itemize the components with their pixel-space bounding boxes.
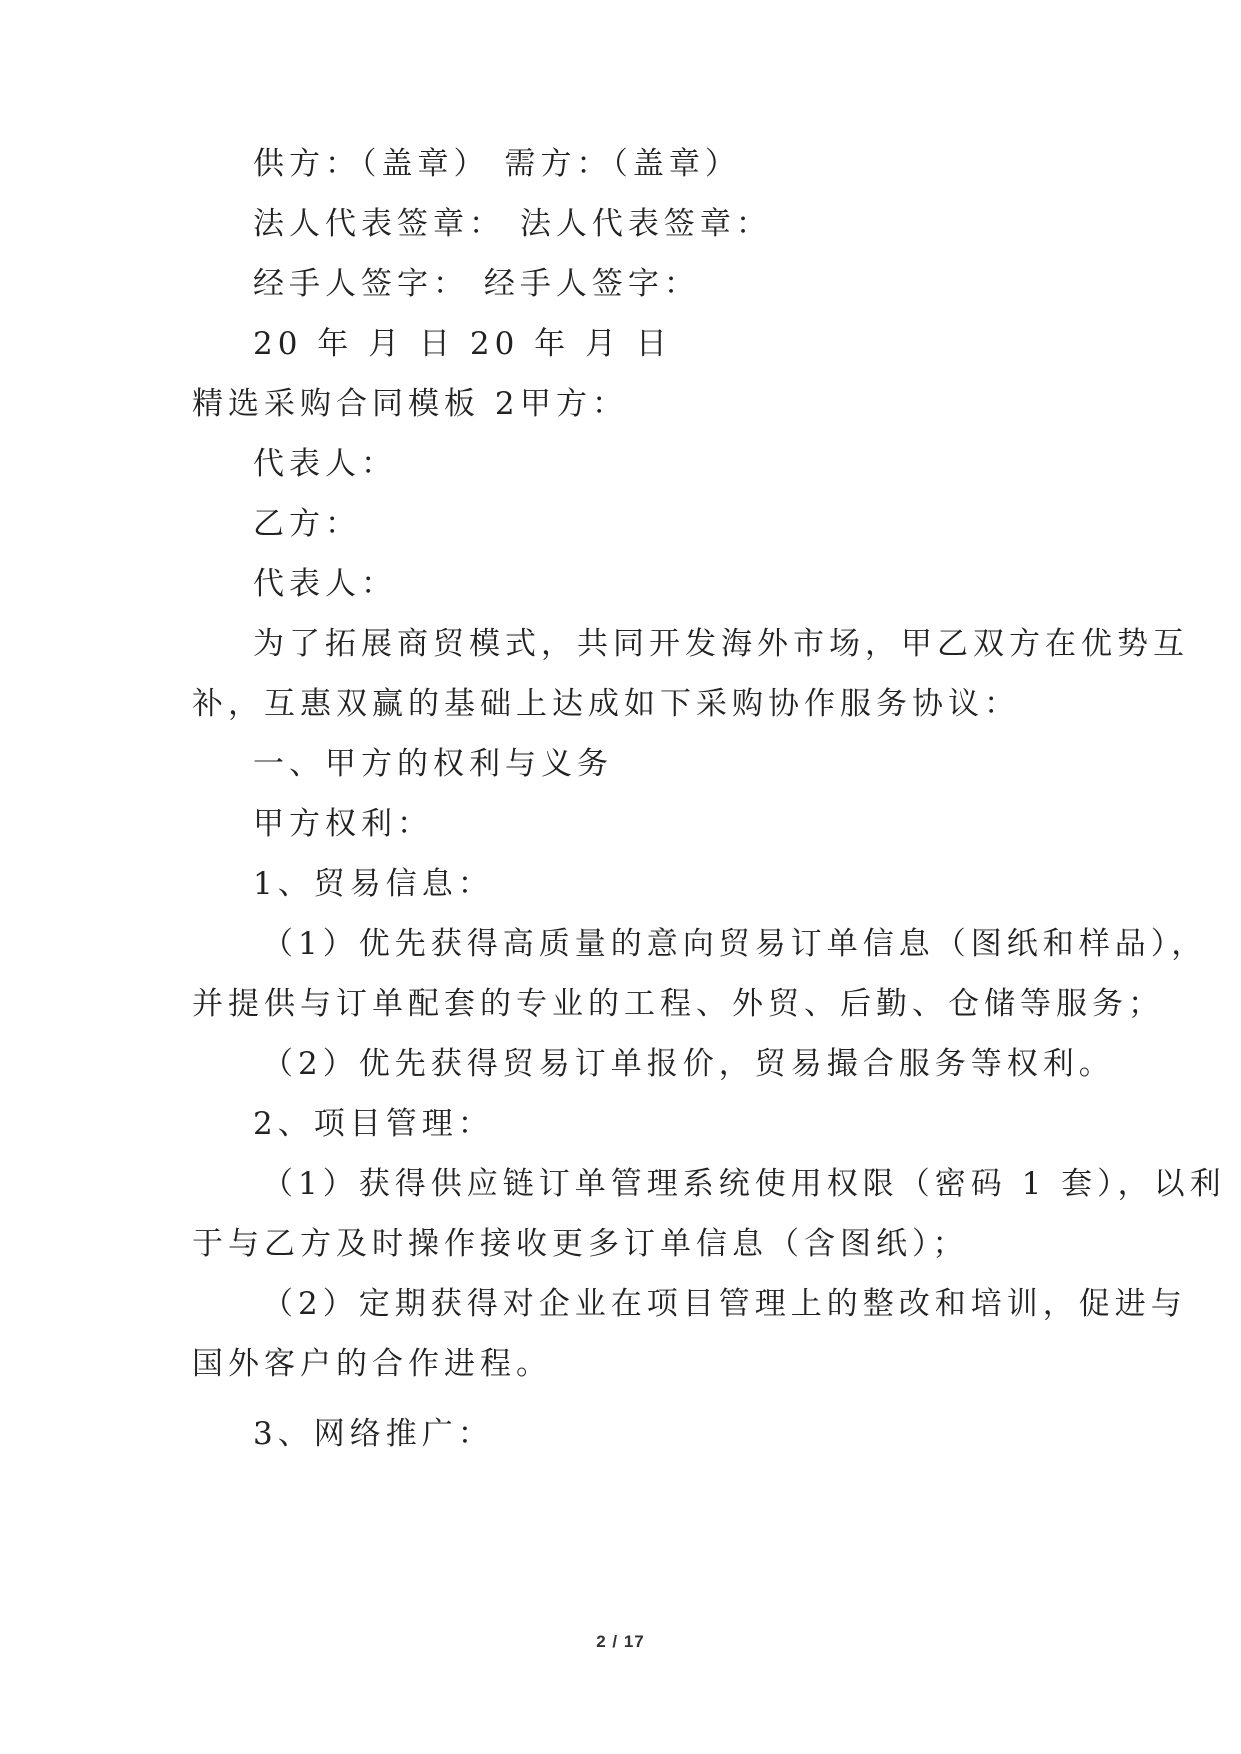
party-b-label: 乙方： — [253, 506, 361, 542]
page-number: 2 / 17 — [596, 1632, 645, 1651]
project-item-1-line-1: （1）获得供应链订单管理系统使用权限（密码 1 套），以利 — [262, 1166, 1226, 1202]
intro-paragraph-line-2: 补，互惠双赢的基础上达成如下采购协作服务协议： — [192, 686, 1020, 722]
signature-seal-line: 供方：（盖章） 需方：（盖章） — [253, 146, 741, 182]
handler-signature-line: 经手人签字： 经手人签字： — [253, 266, 700, 302]
project-item-1-line-2: 于与乙方及时操作接收更多订单信息（含图纸）； — [192, 1226, 969, 1262]
trade-info-item-2: （2）优先获得贸易订单报价，贸易撮合服务等权利。 — [262, 1046, 1115, 1082]
trade-info-item-1-line-1: （1）优先获得高质量的意向贸易订单信息（图纸和样品）， — [262, 926, 1208, 962]
intro-paragraph-line-1: 为了拓展商贸模式，共同开发海外市场，甲乙双方在优势互 — [253, 626, 1189, 662]
project-item-2-line-1: （2）定期获得对企业在项目管理上的整改和培训，促进与 — [262, 1286, 1187, 1322]
item-trade-info-heading: 1、贸易信息： — [253, 866, 494, 902]
party-a-label: 甲方： — [520, 386, 628, 422]
project-item-2-line-2: 国外客户的合作进程。 — [192, 1346, 552, 1382]
party-b-representative: 代表人： — [253, 566, 397, 602]
item-network-promotion-heading: 3、网络推广： — [253, 1416, 494, 1452]
section-title: 精选采购合同模板 2 — [192, 386, 520, 422]
legal-rep-signature-line: 法人代表签章： 法人代表签章： — [253, 206, 772, 242]
party-a-representative: 代表人： — [253, 446, 397, 482]
date-line: 20 年 月 日 20 年 月 日 — [253, 326, 672, 362]
party-a-rights-heading: 甲方权利： — [253, 806, 433, 842]
trade-info-item-1-line-2: 并提供与订单配套的专业的工程、外贸、后勤、仓储等服务； — [192, 986, 1164, 1022]
item-project-management-heading: 2、项目管理： — [253, 1106, 494, 1142]
section-heading-1: 一、甲方的权利与义务 — [253, 746, 613, 782]
